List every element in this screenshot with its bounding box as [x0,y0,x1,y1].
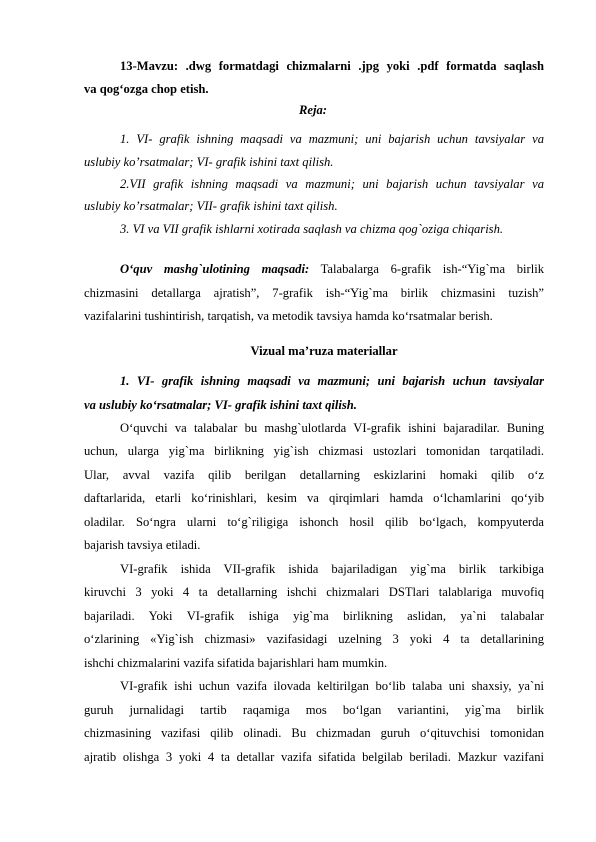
title-line-2: va qog‘ozga chop etish. [84,82,209,96]
para3-line: guruh jurnalidagi tartib raqamiga mos bo‘lgan variantini, yig`ma birlik [84,703,544,717]
para2-line: kiruvchi 3 yoki 4 ta detallarning ishchi chizmalari DSTlari talablariga muvofiq [84,585,544,599]
subheading-line-1: 1. VI- grafik ishning maqsadi va mazmuni; uni bajarish uchun tavsiyalar [120,374,544,388]
plan-item-2-line-2: uslubiy ko’rsatmalar; VII- grafik ishini taxt qilish. [84,199,338,213]
plan-item-3: 3. VI va VII grafik ishlarni xotirada saqlash va chizma qog`oziga chiqarish. [120,222,504,236]
para1-line: uchun, ularga yig`ma birlikning yig`ish chizmasi ustozlari tomonidan tarqatiladi. [84,444,544,458]
para1-line: daftarlarida, etarli ko‘rinishlari, kesim va qirqimlari hamda o‘lchamlarini qo‘yib [84,491,544,505]
goal-line-1 [84,262,544,277]
para2-line: VI-grafik ishida VII-grafik ishida bajariladigan yig`ma birlik tarkibiga [120,562,544,576]
para1-line: oladilar. So‘ngra ularni to‘g`riligiga ishonch hosil qilib bo‘lgach, kompyuterda [84,515,544,529]
plan-item-1-line-2: uslubiy ko’rsatmalar; VI- grafik ishini taxt qilish. [84,155,334,169]
para2-line: bajariladi. Yoki VI-grafik ishiga yig`ma birlikning aslidan, ya`ni talabalar [84,609,544,623]
plan-item-1-line-1: 1. VI- grafik ishning maqsadi va mazmuni; uni bajarish uchun tavsiyalar va [120,132,544,146]
para2-line: o‘zlarining «Yig`ish chizmasi» vazifasidagi uzelning 3 yoki 4 ta detallarining [84,632,544,646]
subheading-line-2: va uslubiy ko‘rsatmalar; VI- grafik ishini taxt qilish. [84,398,357,412]
para3-line: VI-grafik ishi uchun vazifa ilovada keltirilgan bo‘lib talaba uni shaxsiy, ya`ni [120,679,544,693]
plan-heading: Reja: [299,103,327,117]
goal-line-3: vazifalarini tushintirish, tarqatish, va metodik tavsiya hamda ko‘rsatmalar berish. [84,309,493,323]
para2-line: ishchi chizmalarini vazifa sifatida bajarishlari ham mumkin. [84,656,388,670]
goal-text-1: Talabalarga 6-grafik ish-“Yig`ma birlik [320,262,544,276]
goal-label: O‘quv mashg`ulotining maqsadi: [120,262,310,276]
para1-line: Ular, avval vazifa qilib berilgan detallarning eskizlarini homaki qilib o‘z [84,468,544,482]
para1-line: bajarish tavsiya etiladi. [84,538,201,552]
para3-line: chizmasining vazifasi qilib olinadi. Bu chizmadan guruh o‘qituvchisi tomonidan [84,726,544,740]
section-title: Vizual ma’ruza materiallar [250,344,398,358]
goal-line-2: chizmasini detallarga ajratish”, 7-grafik ish-“Yig`ma birlik chizmasini tuzish” [84,286,544,300]
plan-item-2-line-1: 2.VII grafik ishning maqsadi va mazmuni; uni bajarish uchun tavsiyalar va [120,177,544,191]
para1-line: O‘quvchi va talabalar bu mashg`ulotlarda VI-grafik ishini bajaradilar. Buning [120,421,544,435]
para3-line: ajratib olishga 3 yoki 4 ta detallar vazifa sifatida belgilab beriladi. Mazkur vazifani [84,750,544,764]
title-line-1: 13-Mavzu: .dwg formatdagi chizmalarni .jpg yoki .pdf formatda saqlash [120,59,544,73]
